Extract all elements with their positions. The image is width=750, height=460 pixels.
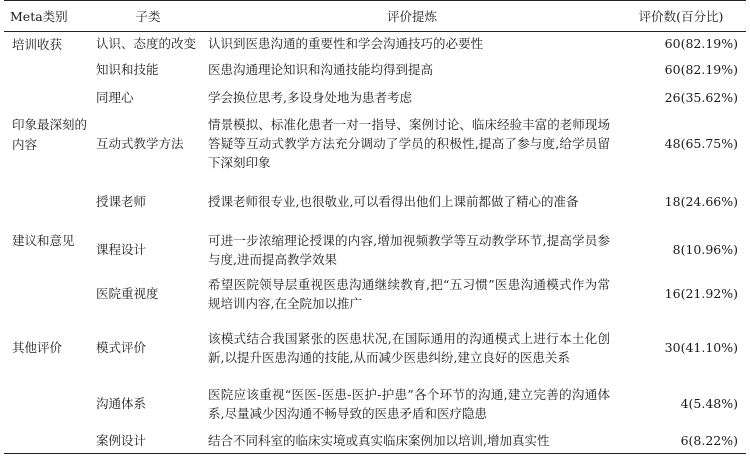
table-body bbox=[4, 32, 746, 454]
evaluation-table-wrapper bbox=[4, 0, 746, 454]
count-cell: 60(82.19%) bbox=[664, 36, 738, 52]
evaluation-cell: 医患沟通理论知识和沟通技能均得到提高 bbox=[208, 62, 434, 77]
meta-category-cell: 其他评价 bbox=[12, 339, 63, 355]
table-row bbox=[4, 272, 746, 316]
count-cell: 30(41.10%) bbox=[664, 340, 738, 355]
meta-category-cell: 印象最深刻的内容 bbox=[12, 116, 88, 152]
header-count: 评价数(百分比) bbox=[638, 8, 724, 24]
header-meta-category: Meta类别 bbox=[10, 8, 68, 24]
table-row bbox=[4, 112, 746, 176]
evaluation-cell: 该模式结合我国紧张的医患状况,在国际通用的沟通模式上进行本土化创新,以提升医患沟通的技能,从而减少医患纠纷,建立良好的医患关系 bbox=[208, 330, 610, 365]
evaluation-cell: 医院应该重视“医医-医患-医护-护患”各个环节的沟通,建立完善的沟通体系,尽量减少因沟通不畅导致的医患矛盾和医疗隐患 bbox=[208, 386, 610, 421]
evaluation-cell: 学会换位思考,多设身处地为患者考虑 bbox=[208, 90, 412, 105]
header-subcategory: 子类 bbox=[135, 8, 161, 24]
header-row bbox=[4, 1, 746, 32]
evaluation-cell: 希望医院领导层重视医患沟通继续教育,把“五习惯”医患沟通模式作为常规培训内容,在全院加以推广 bbox=[208, 276, 610, 311]
subcategory-cell: 同理心 bbox=[96, 90, 134, 105]
subcategory-cell: 互动式教学方法 bbox=[96, 136, 184, 151]
count-cell: 16(21.92%) bbox=[664, 286, 738, 301]
evaluation-cell: 情景模拟、标准化患者一对一指导、案例讨论、临床经验丰富的老师现场答疑等互动式教学方法充分调动了学员的积极性,提高了参与度,给学员留下深刻印象 bbox=[208, 117, 610, 170]
count-cell: 18(24.66%) bbox=[664, 194, 738, 209]
count-cell: 60(82.19%) bbox=[664, 62, 738, 77]
table-row bbox=[4, 228, 746, 272]
meta-category-cell: 培训收获 bbox=[12, 37, 63, 52]
count-cell: 6(8.22%) bbox=[616, 428, 746, 454]
evaluation-cell: 结合不同科室的临床实境或真实临床案例加以培训,增加真实性 bbox=[208, 428, 616, 454]
subcategory-cell: 知识和技能 bbox=[96, 62, 159, 77]
table-row bbox=[4, 176, 746, 228]
subcategory-cell: 课程设计 bbox=[96, 242, 147, 257]
meta-category-empty-cell bbox=[4, 380, 88, 428]
evaluation-cell: 可进一步浓缩理论授课的内容,增加视频教学等互动教学环节,提高学员参与度,进而提高教学效果 bbox=[208, 232, 610, 267]
table-row bbox=[4, 32, 746, 56]
subcategory-cell: 医院重视度 bbox=[96, 286, 159, 301]
subcategory-cell: 模式评价 bbox=[96, 340, 147, 355]
subcategory-cell: 沟通体系 bbox=[96, 396, 147, 411]
evaluation-cell: 认识到医患沟通的重要性和学会沟通技巧的必要性 bbox=[208, 36, 484, 52]
meta-category-empty-cell bbox=[4, 428, 88, 454]
count-cell: 8(10.96%) bbox=[672, 242, 738, 257]
subcategory-cell: 案例设计 bbox=[88, 428, 208, 454]
subcategory-cell: 授课老师 bbox=[96, 194, 147, 209]
subcategory-cell: 认识、态度的改变 bbox=[96, 36, 197, 52]
table-row bbox=[4, 380, 746, 428]
table-row bbox=[4, 428, 746, 454]
meta-category-cell: 建议和意见 bbox=[12, 232, 75, 248]
count-cell: 48(65.75%) bbox=[664, 136, 738, 151]
header-evaluation: 评价提炼 bbox=[386, 8, 437, 24]
table-header bbox=[4, 1, 746, 32]
evaluation-cell: 授课老师很专业,也很敬业,可以看得出他们上课前都做了精心的准备 bbox=[208, 194, 579, 209]
table-row bbox=[4, 84, 746, 112]
count-cell: 4(5.48%) bbox=[680, 396, 738, 411]
table-row bbox=[4, 316, 746, 380]
evaluation-table bbox=[4, 0, 746, 454]
table-row bbox=[4, 56, 746, 84]
count-cell: 26(35.62%) bbox=[664, 90, 738, 105]
